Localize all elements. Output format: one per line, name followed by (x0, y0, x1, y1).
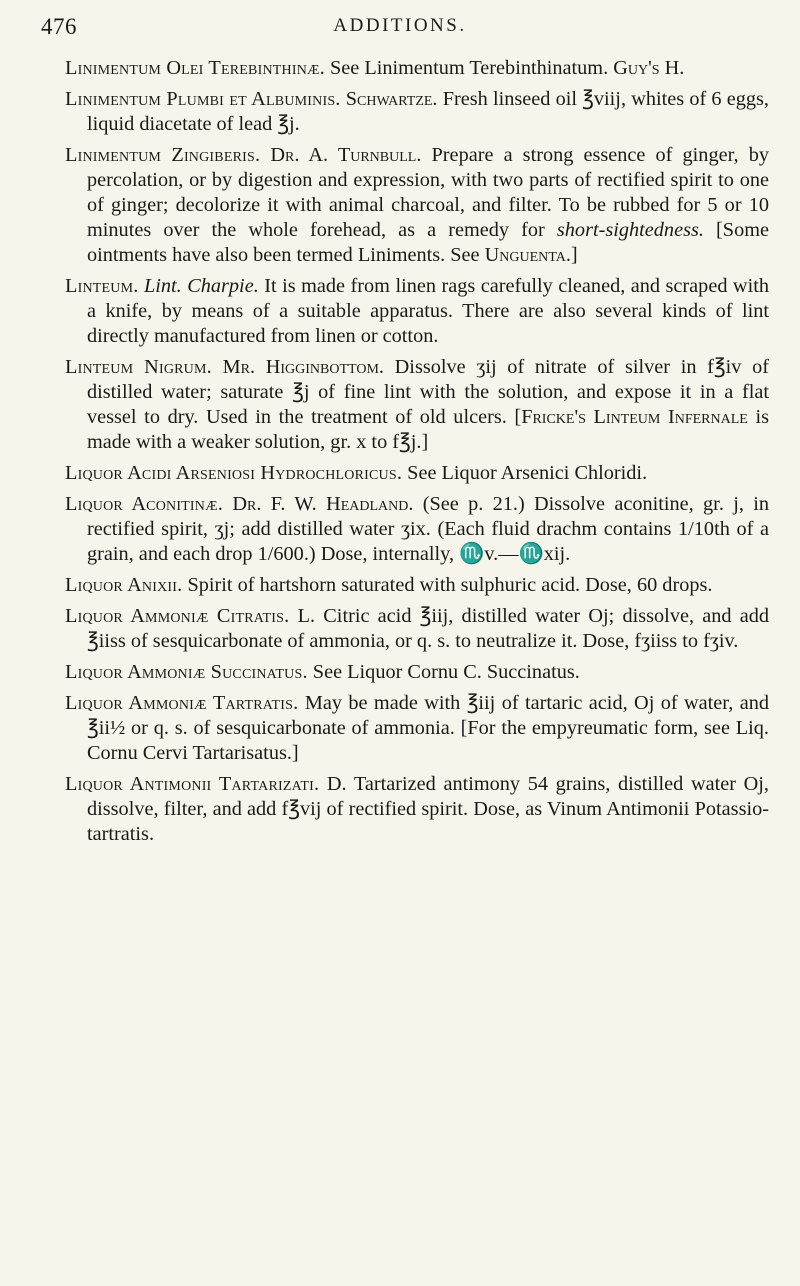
entry-head: Linimentum Plumbi et Albuminis. (65, 88, 341, 110)
entry-liquor-antimonii-tartarizati (65, 772, 769, 847)
entry-text: Citric acid ℥iij, distilled water Oj; dissolve, and add ℥iiss of sesquicarbonate of ammonia, or q. s. to neutralize it. Dose, fʒiiss to fʒiv. (87, 605, 770, 652)
entry-text: Prepare a strong essence of ginger, by percolation, or by digestion and expression, with two parts of rectified spirit to one of ginger; decolorize it with animal charcoal, and filter. To be rubbed for 5 or 10 minutes over the whole forehead, as a remedy for (87, 144, 769, 241)
entry-author: Guy's H. (613, 57, 685, 79)
entry-liquor-ammoniae-tartratis (65, 691, 769, 766)
entry-text: Tartarized antimony 54 grains, distilled water Oj, dissolve, filter, and add f℥vij of rectified spirit. Dose, as Vinum Antimonii Potassio-tartratis. (87, 773, 769, 845)
entry-linimentum-zingiberis (65, 143, 769, 268)
entry-text: [Some ointments have also been termed Liniments. See (87, 219, 769, 266)
entry-liquor-ammoniae-citratis (65, 604, 769, 654)
entry-cross-ref: Fricke's Linteum Infernale (521, 406, 748, 428)
entry-text: See Liquor Cornu C. Succinatus. (307, 661, 580, 683)
entry-text: is made with a weaker solution, gr. x to f℥j.] (87, 406, 769, 453)
entries (65, 56, 769, 853)
entry-linimentum-plumbi (65, 87, 769, 137)
entry-head: Liquor Acidi Arseniosi Hydrochloricus. (65, 462, 403, 484)
entry-text: .] (565, 244, 578, 266)
entry-linteum (65, 274, 769, 349)
entry-head: Linteum Nigrum. (65, 356, 212, 378)
entry-text: It is made from linen rags carefully cleaned, and scraped with a knife, by means of a suitable apparatus. There are also several kinds of lint directly manufactured from linen or cotton. (87, 275, 769, 347)
entry-head: Linimentum Olei Terebinthinæ. (65, 57, 325, 79)
entry-head: Liquor Anixii. (65, 574, 183, 596)
entry-head: Liquor Ammoniæ Succinatus. (65, 661, 308, 683)
entry-text: May be made with ℥iij of tartaric acid, Oj of water, and ℥ii½ or q. s. of sesquicarbonate of ammonia. [For the empyreumatic form, see Liq. Cornu Cervi Tartarisatus.] (87, 692, 769, 764)
page-number: 476 (41, 14, 77, 39)
entry-author: Schwartze. (340, 88, 438, 110)
entry-cross-ref: Unguenta (484, 244, 566, 266)
entry-head: Linimentum Zingiberis. (65, 144, 261, 166)
entry-italic: Lint. Charpie. (138, 275, 259, 297)
entry-head: Liquor Ammoniæ Tartratis. (65, 692, 299, 714)
entry-text: (See p. 21.) Dissolve aconitine, gr. j, in rectified spirit, ʒj; add distilled water ʒix. (Each fluid drachm contains 1/10th of a grain, and each drop 1/600.) Dose, internally, ♏v.—♏xij. (87, 493, 769, 565)
entry-linteum-nigrum (65, 355, 769, 455)
entry-author: Dr. A. Turnbull. (260, 144, 422, 166)
entry-head: Liquor Ammoniæ Citratis. (65, 605, 290, 627)
entry-author: Dr. F. W. Headland. (223, 493, 414, 515)
entry-head: Linteum. (65, 275, 139, 297)
entry-text: Spirit of hartshorn saturated with sulphuric acid. Dose, 60 drops. (182, 574, 713, 596)
entry-author: L. (289, 605, 316, 627)
entry-liquor-ammoniae-succinatus (65, 660, 769, 685)
entry-italic: short-sightedness. (556, 219, 704, 241)
entry-text: Dissolve ʒij of nitrate of silver in f℥iv of distilled water; saturate ℥j of fine lint with the solution, and expose it in a flat vessel to dry. Used in the treatment of old ulcers. [ (87, 356, 770, 428)
entry-text: See Liquor Arsenici Chloridi. (402, 462, 648, 484)
entry-liquor-acidi-arseniosi (65, 461, 769, 486)
entry-author: Mr. Higginbottom. (211, 356, 384, 378)
entry-linimentum-olei-terebinthinae (65, 56, 769, 81)
entry-author: D. (319, 773, 347, 795)
running-title: ADDITIONS. (333, 15, 467, 36)
entry-liquor-anixii (65, 573, 769, 598)
entry-head: Liquor Antimonii Tartarizati. (65, 773, 320, 795)
running-head (0, 14, 800, 42)
entry-liquor-aconitinae (65, 492, 769, 567)
entry-head: Liquor Aconitinæ. (65, 493, 224, 515)
entry-text: Fresh linseed oil ℥viij, whites of 6 eggs, liquid diacetate of lead ℥j. (87, 88, 769, 135)
entry-text: See Linimentum Terebinthinatum. (324, 57, 614, 79)
